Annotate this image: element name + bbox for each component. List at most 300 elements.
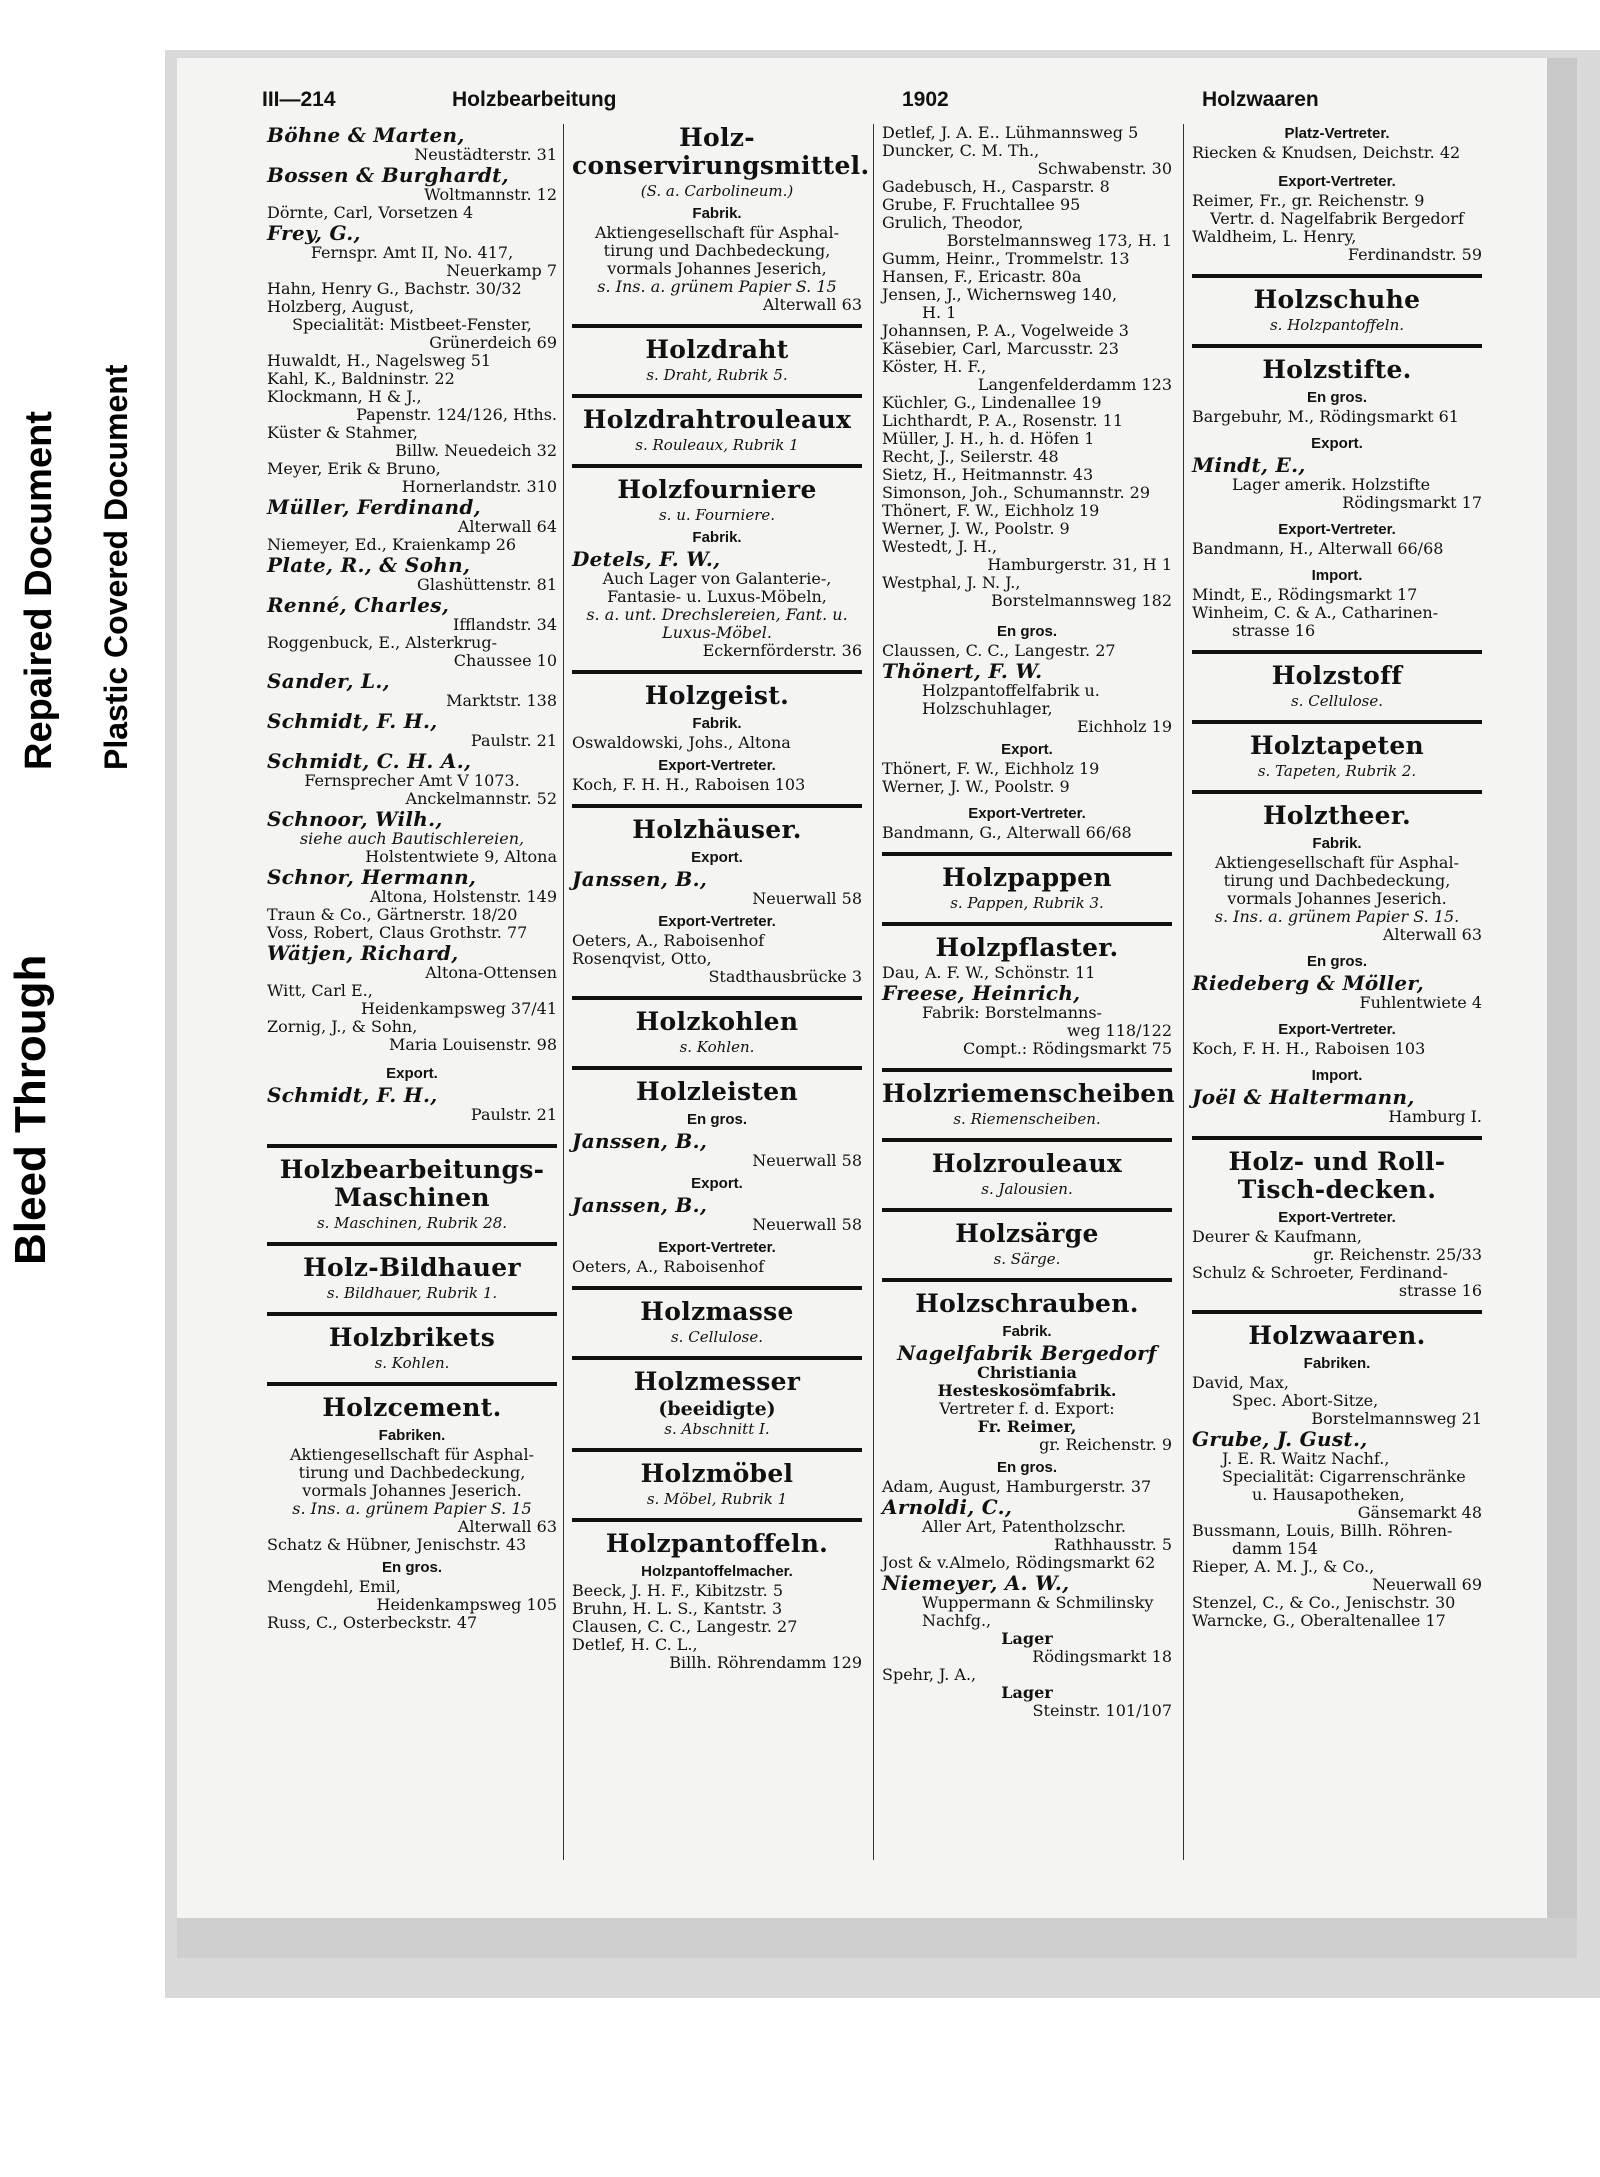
entry-line: Luxus-Möbel. [662, 623, 772, 642]
column-3 [882, 123, 1175, 1720]
section-heading: Holzdraht [645, 335, 789, 364]
section-rule [267, 1382, 557, 1386]
entry-address: Compt.: Rödingsmarkt 75 [962, 1039, 1172, 1058]
entry-address: Hornerlandstr. 310 [401, 477, 557, 496]
entry-address: Ferdinandstr. 59 [1347, 245, 1482, 264]
entry-line: Duncker, C. M. Th., [882, 141, 1040, 160]
entry-address: Alterwall 63 [762, 295, 862, 314]
column-1 [267, 124, 557, 1632]
section-label: Export. [1311, 435, 1363, 452]
entry-address: Alterwall 64 [457, 517, 557, 536]
entry-line: Hahn, Henry G., Bachstr. 30/32 [267, 279, 522, 298]
entry-line: Fr. Reimer, [977, 1417, 1077, 1436]
section-subheading: (beeidigte) [658, 1398, 776, 1420]
entry-address: Borstelmannsweg 182 [991, 591, 1172, 610]
entry-line: Simonson, Joh., Schumannstr. 29 [882, 483, 1151, 502]
entry-line: strasse 16 [1232, 621, 1316, 640]
entry-address: Eichholz 19 [1077, 717, 1172, 736]
entry-line: Warncke, G., Oberaltenallee 17 [1192, 1611, 1446, 1630]
entry-line: Fernsprecher Amt V 1073. [304, 771, 520, 790]
section-heading: Holzstoff [1271, 661, 1403, 690]
section-rule [572, 324, 862, 328]
section-reference: s. Draht, Rubrik 5. [646, 366, 788, 384]
section-heading: Holz- und Roll-Tisch-decken. [1228, 1147, 1446, 1204]
section-label: En gros. [996, 623, 1057, 640]
scanned-page-area [165, 50, 1600, 1998]
page-number: III—214 [262, 88, 336, 111]
entry-address: Altona-Ottensen [425, 963, 557, 982]
entry-line: H. 1 [922, 303, 957, 322]
section-heading: Holzwaaren. [1248, 1321, 1426, 1350]
entry-line: Fabrik: Borstelmanns- [922, 1003, 1102, 1022]
entry-line: Bruhn, H. L. S., Kantstr. 3 [572, 1599, 783, 1618]
entry-line: Werner, J. W., Poolstr. 9 [882, 777, 1070, 796]
section-rule [572, 394, 862, 398]
header-left-title: Holzbearbeitung [452, 88, 617, 111]
section-rule [267, 1144, 557, 1148]
section-rule [572, 670, 862, 674]
entry-address: Schwabenstr. 30 [1037, 159, 1172, 178]
entry-line: tirung und Dachbedeckung, [298, 1463, 526, 1482]
section-label: Fabriken. [1303, 1355, 1371, 1372]
section-rule [572, 1356, 862, 1360]
section-label: Export-Vertreter. [658, 1239, 776, 1256]
entry-line: Adam, August, Hamburgerstr. 37 [882, 1477, 1152, 1496]
entry-address: Neustädterstr. 31 [414, 145, 557, 164]
entry-line: Bussmann, Louis, Billh. Röhren- [1192, 1521, 1453, 1540]
section-label: Holzpantoffelmacher. [641, 1563, 793, 1580]
entry-line: Voss, Robert, Claus Grothstr. 77 [267, 923, 528, 942]
entry-address: Ifflandstr. 34 [453, 615, 557, 634]
section-heading: Holzrouleaux [931, 1149, 1123, 1178]
entry-address: Neuerwall 58 [752, 1151, 862, 1170]
entry-address: Billh. Röhrendamm 129 [669, 1653, 862, 1672]
section-label: Export-Vertreter. [1278, 521, 1396, 538]
section-reference: s. Tapeten, Rubrik 2. [1257, 762, 1417, 780]
section-rule [1192, 344, 1482, 348]
label-repaired-document: Repaired Document [18, 411, 60, 770]
entry-address: gr. Reichenstr. 25/33 [1313, 1245, 1482, 1264]
section-heading: Holztapeten [1249, 731, 1425, 760]
entry-line: Huwaldt, H., Nagelsweg 51 [267, 351, 492, 370]
section-label: Fabrik. [692, 715, 742, 732]
entry-address: Neuerwall 69 [1372, 1575, 1482, 1594]
entry-line: Aktiengesellschaft für Asphal- [595, 223, 839, 242]
entry-line: Dörnte, Carl, Vorsetzen 4 [267, 203, 474, 222]
entry-name: Müller, Ferdinand, [267, 495, 481, 519]
section-rule [572, 1286, 862, 1290]
section-label: Export-Vertreter. [1278, 1021, 1396, 1038]
section-label: Export-Vertreter. [658, 757, 776, 774]
entry-line: Zornig, J., & Sohn, [267, 1017, 418, 1036]
entry-line: Meyer, Erik & Bruno, [267, 459, 441, 478]
entry-name: Schmidt, C. H. A., [267, 749, 472, 773]
entry-name: Riedeberg & Möller, [1192, 971, 1425, 995]
entry-line: Küchler, G., Lindenallee 19 [882, 393, 1102, 412]
section-label: Fabrik. [1312, 835, 1362, 852]
entry-line: Spehr, J. A., [882, 1665, 977, 1684]
entry-line: Lager amerik. Holzstifte [1232, 475, 1431, 494]
section-rule [572, 1448, 862, 1452]
entry-address: Grünerdeich 69 [429, 333, 557, 352]
section-heading: Holztheer. [1262, 801, 1412, 830]
entry-name: Schmidt, F. H., [267, 709, 438, 733]
entry-line: Jensen, J., Wichernsweg 140, [882, 285, 1118, 304]
entry-address: weg 118/122 [1067, 1021, 1172, 1040]
section-heading: Holzschuhe [1253, 285, 1421, 314]
entry-line: Vertr. d. Nagelfabrik Bergedorf [1210, 209, 1464, 228]
section-reference: s. Möbel, Rubrik 1 [646, 1490, 788, 1508]
entry-line: Grube, F. Fruchtallee 95 [882, 195, 1081, 214]
entry-address: Heidenkampsweg 105 [376, 1595, 557, 1614]
section-reference: s. Rouleaux, Rubrik 1 [635, 436, 799, 454]
section-label: Fabrik. [1002, 1323, 1052, 1340]
entry-line: Köster, H. F., [882, 357, 987, 376]
section-label: Export-Vertreter. [1278, 1209, 1396, 1226]
entry-line: vormals Johannes Jeserich, [607, 259, 827, 278]
section-heading: Holzhäuser. [632, 815, 802, 844]
section-rule [882, 852, 1172, 856]
entry-name: Plate, R., & Sohn, [267, 553, 471, 577]
column-2 [572, 123, 870, 1672]
entry-line: Klockmann, H & J., [267, 387, 422, 406]
entry-line: Waldheim, L. Henry, [1192, 227, 1357, 246]
section-reference: s. Särge. [993, 1250, 1061, 1268]
entry-line: Kahl, K., Baldninstr. 22 [267, 369, 455, 388]
section-reference: s. Jalousien. [981, 1180, 1073, 1198]
section-label: Fabriken. [378, 1427, 446, 1444]
section-rule [267, 1242, 557, 1246]
entry-address: Alterwall 63 [457, 1517, 557, 1536]
section-heading: Holzbearbeitungs-Maschinen [279, 1155, 545, 1212]
entry-address: Rathhausstr. 5 [1054, 1535, 1172, 1554]
section-label: En gros. [996, 1459, 1057, 1476]
section-heading: Holzkohlen [635, 1007, 799, 1036]
section-rule [1192, 650, 1482, 654]
section-rule [1192, 1310, 1482, 1314]
entry-address: Alterwall 63 [1382, 925, 1482, 944]
section-heading: Holzriemenscheiben [882, 1079, 1175, 1108]
entry-line: Traun & Co., Gärtnerstr. 18/20 [267, 905, 518, 924]
entry-name: Sander, L., [267, 669, 390, 693]
section-rule [1192, 790, 1482, 794]
entry-address: Paulstr. 21 [470, 1105, 557, 1124]
entry-line: Westedt, J. H., [882, 537, 998, 556]
section-label: Export-Vertreter. [658, 913, 776, 930]
section-reference: s. Pappen, Rubrik 3. [950, 894, 1104, 912]
entry-line: Winheim, C. & A., Catharinen- [1192, 603, 1439, 622]
section-heading: Holzfourniere [617, 475, 817, 504]
entry-line: s. Ins. a. grünem Papier S. 15 [597, 277, 837, 296]
entry-line: Grulich, Theodor, [882, 213, 1024, 232]
section-label: En gros. [381, 1559, 442, 1576]
entry-line: s. Ins. a. grünem Papier S. 15. [1214, 907, 1460, 926]
document-page [177, 58, 1577, 1958]
entry-address: Billw. Neuedeich 32 [395, 441, 557, 460]
section-label: Export. [1001, 741, 1053, 758]
section-heading: Holzpappen [942, 863, 1112, 892]
entry-line: Müller, J. H., h. d. Höfen 1 [882, 429, 1095, 448]
entry-line: Holzschuhlager, [922, 699, 1053, 718]
section-rule [882, 922, 1172, 926]
section-reference: s. u. Fourniere. [658, 506, 776, 524]
section-heading: Holzschrauben. [915, 1289, 1139, 1318]
entry-address: Papenstr. 124/126, Hths. [356, 405, 557, 424]
entry-name: Joël & Haltermann, [1192, 1085, 1415, 1109]
entry-line: Johannsen, P. A., Vogelweide 3 [882, 321, 1129, 340]
entry-address: Woltmannstr. 12 [424, 185, 557, 204]
entry-line: Westphal, J. N. J., [882, 573, 1021, 592]
entry-name: Nagelfabrik Bergedorf [897, 1341, 1157, 1365]
entry-name: Frey, G., [267, 221, 361, 245]
entry-address: Borstelmannsweg 173, H. 1 [946, 231, 1172, 250]
section-reference: s. Riemenscheiben. [953, 1110, 1101, 1128]
page-bottom-strip [177, 1918, 1577, 1958]
entry-line: u. Hausapotheken, [1252, 1485, 1405, 1504]
side-labels [0, 50, 165, 1265]
entry-line: Oswaldowski, Johs., Altona [572, 733, 791, 752]
entry-line: Hansen, F., Ericastr. 80a [882, 267, 1082, 286]
entry-address: Altona, Holstenstr. 149 [369, 887, 557, 906]
entry-address: Marktstr. 138 [446, 691, 557, 710]
entry-line: Aktiengesellschaft für Asphal- [1215, 853, 1459, 872]
section-label: Export-Vertreter. [1278, 173, 1396, 190]
entry-line: damm 154 [1232, 1539, 1318, 1558]
entry-line: Rosenqvist, Otto, [572, 949, 712, 968]
entry-line: Wuppermann & Schmilinsky [922, 1593, 1154, 1612]
entry-line: Roggenbuck, E., Alsterkrug- [267, 633, 497, 652]
entry-line: Claussen, C. C., Langestr. 27 [882, 641, 1116, 660]
section-label: Fabrik. [692, 205, 742, 222]
entry-line: Christiania [977, 1363, 1077, 1382]
entry-line: Lager [1001, 1629, 1053, 1648]
entry-line: Thönert, F. W., Eichholz 19 [882, 759, 1100, 778]
section-heading: Holzsärge [955, 1219, 1099, 1248]
entry-line: Spec. Abort-Sitze, [1232, 1391, 1379, 1410]
section-rule [572, 1066, 862, 1070]
section-label: Fabrik. [692, 529, 742, 546]
entry-line: Riecken & Knudsen, Deichstr. 42 [1192, 143, 1461, 162]
page-edge [1547, 58, 1577, 1958]
entry-name: Wätjen, Richard, [267, 941, 459, 965]
entry-line: Dau, A. F. W., Schönstr. 11 [882, 963, 1096, 982]
section-rule [1192, 274, 1482, 278]
section-rule [882, 1278, 1172, 1282]
section-reference: s. Holzpantoffeln. [1269, 316, 1405, 334]
entry-line: Jost & v.Almelo, Rödingsmarkt 62 [882, 1553, 1156, 1572]
entry-address: Stadthausbrücke 3 [708, 967, 862, 986]
header-year: 1902 [902, 88, 949, 111]
section-rule [882, 1068, 1172, 1072]
entry-line: Werner, J. W., Poolstr. 9 [882, 519, 1070, 538]
entry-address: Rödingsmarkt 18 [1032, 1647, 1172, 1666]
entry-name: Freese, Heinrich, [882, 981, 1081, 1005]
entry-line: Küster & Stahmer, [267, 423, 418, 442]
label-bleed-through: Bleed Through [6, 954, 55, 1265]
section-heading: Holzpflaster. [935, 933, 1119, 962]
entry-address: Paulstr. 21 [470, 731, 557, 750]
section-rule [572, 1518, 862, 1522]
section-rule [1192, 720, 1482, 724]
entry-address: Glashüttenstr. 81 [417, 575, 557, 594]
entry-name: Grube, J. Gust., [1192, 1427, 1368, 1451]
entry-address: Gänsemarkt 48 [1357, 1503, 1482, 1522]
section-reference: s. Abschnitt I. [664, 1420, 770, 1438]
entry-line: Reimer, Fr., gr. Reichenstr. 9 [1192, 191, 1425, 210]
section-heading: Holzmasse [640, 1297, 794, 1326]
column-separator [563, 124, 564, 1860]
entry-line: Gadebusch, H., Casparstr. 8 [882, 177, 1110, 196]
entry-name: Thönert, F. W. [882, 659, 1043, 683]
entry-line: Schulz & Schroeter, Ferdinand- [1192, 1263, 1448, 1282]
entry-line: Specialität: Mistbeet-Fenster, [292, 315, 532, 334]
column-4 [1192, 124, 1482, 1630]
section-heading: Holzpantoffeln. [605, 1529, 829, 1558]
section-rule [572, 996, 862, 1000]
entry-address: Fuhlentwiete 4 [1359, 993, 1482, 1012]
entry-line: s. a. unt. Drechslereien, Fant. u. [586, 605, 848, 624]
entry-line: Oeters, A., Raboisenhof [572, 1257, 765, 1276]
section-label: Platz-Vertreter. [1284, 125, 1390, 142]
entry-line: Bargebuhr, M., Rödingsmarkt 61 [1192, 407, 1459, 426]
entry-line: Hesteskosömfabrik. [937, 1381, 1117, 1400]
entry-address: Maria Louisenstr. 98 [388, 1035, 557, 1054]
entry-name: Renné, Charles, [267, 593, 450, 617]
entry-address: Hamburg I. [1388, 1107, 1482, 1126]
entry-line: Detlef, J. A. E.. Lühmannsweg 5 [882, 123, 1139, 142]
entry-line: Detlef, H. C. L., [572, 1635, 698, 1654]
entry-name: Böhne & Marten, [267, 123, 465, 147]
entry-line: tirung und Dachbedeckung, [603, 241, 831, 260]
section-reference: s. Maschinen, Rubrik 28. [316, 1214, 508, 1232]
entry-line: Gumm, Heinr., Trommelstr. 13 [882, 249, 1130, 268]
entry-address: strasse 16 [1398, 1281, 1482, 1300]
section-label: En gros. [686, 1111, 747, 1128]
column-separator [873, 124, 874, 1860]
entry-line: Russ, C., Osterbeckstr. 47 [267, 1613, 478, 1632]
entry-name: Janssen, B., [572, 1129, 708, 1153]
entry-line: Bandmann, G., Alterwall 66/68 [882, 823, 1132, 842]
section-reference: (S. a. Carbolineum.) [640, 182, 794, 200]
entry-address: Steinstr. 101/107 [1032, 1701, 1172, 1720]
entry-address: Heidenkampsweg 37/41 [360, 999, 557, 1018]
label-plastic-covered: Plastic Covered Document [98, 364, 134, 770]
section-label: Import. [1311, 1067, 1363, 1084]
entry-name: Mindt, E., [1192, 453, 1306, 477]
entry-line: Schatz & Hübner, Jenischstr. 43 [267, 1535, 527, 1554]
section-rule [882, 1208, 1172, 1212]
entry-line: Koch, F. H. H., Raboisen 103 [1192, 1039, 1426, 1058]
section-rule [267, 1312, 557, 1316]
entry-name: Janssen, B., [572, 1193, 708, 1217]
entry-address: Langenfelderdamm 123 [977, 375, 1172, 394]
entry-name: Schmidt, F. H., [267, 1083, 438, 1107]
entry-address: Holstentwiete 9, Altona [365, 847, 557, 866]
section-heading: Holzmesser [633, 1367, 801, 1396]
entry-line: Recht, J., Seilerstr. 48 [882, 447, 1059, 466]
entry-address: Neuerwall 58 [752, 889, 862, 908]
entry-name: Janssen, B., [572, 867, 708, 891]
section-label: Export. [386, 1065, 438, 1082]
entry-line: Niemeyer, Ed., Kraienkamp 26 [267, 535, 517, 554]
entry-line: s. Ins. a. grünem Papier S. 15 [292, 1499, 532, 1518]
section-rule [572, 464, 862, 468]
entry-line: Bandmann, H., Alterwall 66/68 [1192, 539, 1444, 558]
entry-line: Lager [1001, 1683, 1053, 1702]
entry-address: Eckernförderstr. 36 [702, 641, 862, 660]
section-label: Export. [691, 1175, 743, 1192]
section-heading: Holzcement. [322, 1393, 502, 1422]
entry-line: Rieper, A. M. J., & Co., [1192, 1557, 1375, 1576]
section-reference: s. Cellulose. [670, 1328, 763, 1346]
section-rule [882, 1138, 1172, 1142]
section-heading: Holzstifte. [1262, 355, 1412, 384]
entry-address: Rödingsmarkt 17 [1342, 493, 1482, 512]
entry-line: Käsebier, Carl, Marcusstr. 23 [882, 339, 1119, 358]
entry-line: vormals Johannes Jeserich. [302, 1481, 522, 1500]
entry-line: J. E. R. Waitz Nachf., [1222, 1449, 1390, 1468]
entry-line: Sietz, H., Heitmannstr. 43 [882, 465, 1094, 484]
entry-address: Neuerkamp 7 [446, 261, 557, 280]
entry-name: Niemeyer, A. W., [882, 1571, 1070, 1595]
entry-address: Anckelmannstr. 52 [405, 789, 557, 808]
entry-line: Mengdehl, Emil, [267, 1577, 401, 1596]
entry-name: Arnoldi, C., [882, 1495, 1013, 1519]
entry-line: Aktiengesellschaft für Asphal- [290, 1445, 534, 1464]
entry-line: Holzpantoffelfabrik u. [922, 681, 1100, 700]
entry-line: Thönert, F. W., Eichholz 19 [882, 501, 1100, 520]
entry-name: Schnor, Hermann, [267, 865, 477, 889]
entry-address: Chaussee 10 [453, 651, 557, 670]
entry-name: Detels, F. W., [572, 547, 721, 571]
section-label: En gros. [1306, 953, 1367, 970]
section-label: En gros. [1306, 389, 1367, 406]
entry-address: Hamburgerstr. 31, H 1 [987, 555, 1172, 574]
section-label: Export. [691, 849, 743, 866]
entry-line: Holzberg, August, [267, 297, 415, 316]
entry-line: tirung und Dachbedeckung, [1223, 871, 1451, 890]
entry-line: Fernspr. Amt II, No. 417, [310, 243, 514, 262]
entry-address: gr. Reichenstr. 9 [1039, 1435, 1172, 1454]
section-reference: s. Kohlen. [374, 1354, 450, 1372]
entry-line: Auch Lager von Galanterie-, [602, 569, 832, 588]
column-separator [1183, 124, 1184, 1860]
section-reference: s. Kohlen. [679, 1038, 755, 1056]
section-reference: s. Bildhauer, Rubrik 1. [326, 1284, 498, 1302]
entry-line: Oeters, A., Raboisenhof [572, 931, 765, 950]
section-label: Export-Vertreter. [968, 805, 1086, 822]
section-heading: Holzleisten [636, 1077, 798, 1106]
page-header [262, 80, 1462, 120]
entry-line: vormals Johannes Jeserich. [1227, 889, 1447, 908]
section-rule [1192, 1136, 1482, 1140]
section-rule [572, 804, 862, 808]
entry-address: Borstelmannsweg 21 [1311, 1409, 1482, 1428]
entry-line: Fantasie- u. Luxus-Möbeln, [607, 587, 827, 606]
entry-line: Nachfg., [922, 1611, 992, 1630]
entry-line: Specialität: Cigarrenschränke [1222, 1467, 1466, 1486]
entry-line: Beeck, J. H. F., Kibitzstr. 5 [572, 1581, 784, 1600]
section-label: Import. [1311, 567, 1363, 584]
entry-line: Witt, Carl E., [267, 981, 373, 1000]
entry-line: Aller Art, Patentholzschr. [922, 1517, 1126, 1536]
header-right-title: Holzwaaren [1202, 88, 1319, 111]
section-heading: Holzgeist. [644, 681, 790, 710]
section-heading: Holzmöbel [640, 1459, 794, 1488]
entry-name: Bossen & Burghardt, [267, 163, 509, 187]
entry-address: Neuerwall 58 [752, 1215, 862, 1234]
entry-line: Deurer & Kaufmann, [1192, 1227, 1362, 1246]
